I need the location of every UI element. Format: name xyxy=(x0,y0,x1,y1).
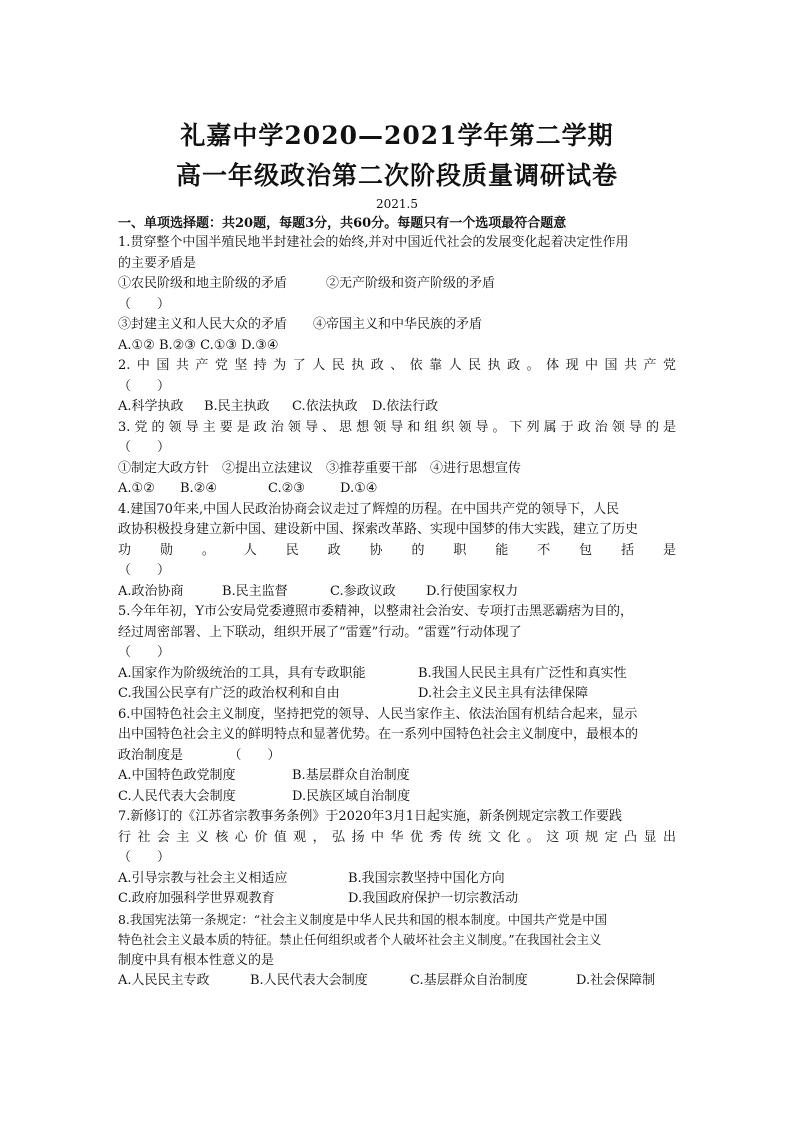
q7-options-row2 xyxy=(118,889,676,910)
q1-stem-line1: 1.贯穿整个中国半殖民地半封建社会的始终,并对中国近代社会的发展变化起着决定性作用 xyxy=(118,235,629,250)
exam-title-line1: 礼嘉中学2020—2021学年第二学期 xyxy=(180,121,614,150)
q7-option-c: C.政府加强科学世界观教育 xyxy=(118,891,275,906)
q5-options-row2 xyxy=(118,684,676,705)
q4-paren: （ ） xyxy=(118,563,171,578)
q4-option-d: D.行使国家权力 xyxy=(426,583,519,599)
q6-option-d: D.民族区域自治制度 xyxy=(292,788,411,804)
q5-stem-line2: 经过周密部署、上下联动，组织开展了“雷霆”行动。“雷霆”行动体现了 xyxy=(118,624,522,640)
q5-options-row1 xyxy=(118,664,676,685)
q4-stem-line3: 功勋。人民政协的职能不包括是 xyxy=(118,542,676,558)
q8-stem-line3: 制度中具有根本性意义的是 xyxy=(118,952,275,968)
q6-option-b: B.基层群众自治制度 xyxy=(292,768,410,783)
q1-stem-line2: 的主要矛盾是 xyxy=(118,255,197,271)
q5-option-a: A.国家作为阶级统治的工具，具有专政职能 xyxy=(118,665,366,681)
q3-option-d: D.①④ xyxy=(340,481,378,496)
q1-items-line1: ①农民阶级和地主阶级的矛盾 ②无产阶级和资产阶级的矛盾 xyxy=(118,276,496,291)
q4-stem-line2: 政协积极投身建立新中国、建设新中国、探索改革路、实现中国梦的伟大实践，建立了历史 xyxy=(118,522,639,537)
q7-option-b: B.我国宗教坚持中国化方向 xyxy=(348,870,505,886)
q2-option-d: D.依法行政 xyxy=(372,399,439,414)
q1-paren: （ ） xyxy=(118,296,171,312)
exam-title-line2: 高一年级政治第二次阶段质量调研试卷 xyxy=(175,161,618,190)
q2-options xyxy=(118,397,676,418)
q8-stem-line1: 8.我国宪法第一条规定：“社会主义制度是中华人民共和国的根本制度。中国共产党是中国 xyxy=(118,911,607,927)
q5-paren: （ ） xyxy=(118,645,171,660)
q3-stem-line1: 3.党的领导主要是政治领导、思想领导和组织领导。下列属于政治领导的是 xyxy=(118,419,676,435)
q7-options-row1 xyxy=(118,869,676,890)
q4-stem-line1: 4.建国70年来,中国人民政治协商会议走过了辉煌的历程。在中国共产党的领导下，人民 xyxy=(118,501,620,517)
q5-option-c: C.我国公民享有广泛的政治权利和自由 xyxy=(118,686,340,701)
q5-option-b: B.我国人民民主具有广泛性和真实性 xyxy=(418,665,627,681)
q7-paren: （ ） xyxy=(118,850,171,865)
q6-option-a: A.中国特色政党制度 xyxy=(118,768,236,783)
q6-options-row2 xyxy=(118,787,676,808)
q5-option-d: D.社会主义民主具有法律保障 xyxy=(418,686,589,701)
q4-options xyxy=(118,582,676,603)
q2-option-c: C.依法执政 xyxy=(292,399,358,414)
q8-stem-line2: 特色社会主义最本质的特征。禁止任何组织或者个人破坏社会主义制度。”在我国社会主义 xyxy=(118,932,602,947)
q8-option-c: C.基层群众自治制度 xyxy=(410,973,528,988)
q3-paren: （ ） xyxy=(118,440,171,455)
q7-option-d: D.我国政府保护一切宗教活动 xyxy=(348,891,519,906)
q3-option-c: C.②③ xyxy=(268,481,305,496)
q1-options: A.①② B.②③ C.①③ D.③④ xyxy=(118,337,279,353)
q3-items: ①制定大政方针 ②提出立法建议 ③推荐重要干部 ④进行思想宣传 xyxy=(118,460,522,476)
q4-option-b: B.民主监督 xyxy=(222,583,288,599)
q8-option-b: B.人民代表大会制度 xyxy=(250,973,368,988)
q7-option-a: A.引导宗教与社会主义相适应 xyxy=(118,870,288,886)
q8-option-a: A.人民民主专政 xyxy=(118,973,210,988)
q2-option-a: A.科学执政 xyxy=(118,399,184,414)
q5-stem-line1: 5.今年年初，Y市公安局党委遵照市委精神，以整肃社会治安、专项打击黑恶霸痞为目的， xyxy=(118,604,633,619)
q3-options xyxy=(118,479,676,500)
q6-options-row1 xyxy=(118,766,676,787)
q6-option-c: C.人民代表大会制度 xyxy=(118,788,236,804)
q2-paren: （ ） xyxy=(118,378,171,394)
q6-stem-line2: 出中国特色社会主义的鲜明特点和显著优势。在一系列中国特色社会主义制度中，最根本的 xyxy=(118,727,639,742)
q4-option-c: C.参政议政 xyxy=(330,583,396,599)
q1-items-line2: ③封建主义和人民大众的矛盾 ④帝国主义和中华民族的矛盾 xyxy=(118,317,483,332)
q4-option-a: A.政治协商 xyxy=(118,583,184,599)
q7-stem-line2: 行社会主义核心价值观，弘扬中华优秀传统文化。这项规定凸显出 xyxy=(118,829,676,845)
exam-page xyxy=(118,120,676,992)
q6-stem-line3: 政治制度是 （ ） xyxy=(118,747,281,763)
q6-stem-line1: 6.中国特色社会主义制度，坚持把党的领导、人民当家作主、依法治国有机结合起来，显示 xyxy=(118,706,638,722)
q3-option-b: B.②④ xyxy=(180,481,217,496)
q2-stem-line1: 2.中国共产党坚持为了人民执政、依靠人民执政。体现中国共产党 xyxy=(118,358,676,373)
q2-option-b: B.民主执政 xyxy=(204,399,270,414)
q7-stem-line1: 7.新修订的《江苏省宗教事务条例》于2020年3月1日起实施，新条例规定宗教工作要践 xyxy=(118,809,623,824)
q8-option-d: D.社会保障制 xyxy=(576,973,656,988)
section-heading: 一、单项选择题：共20题，每题3分，共60分。每题只有一个选项最符合题意 xyxy=(118,216,567,231)
q8-options xyxy=(118,971,676,992)
exam-date: 2021.5 xyxy=(376,197,418,211)
q3-option-a: A.①② xyxy=(118,481,155,496)
